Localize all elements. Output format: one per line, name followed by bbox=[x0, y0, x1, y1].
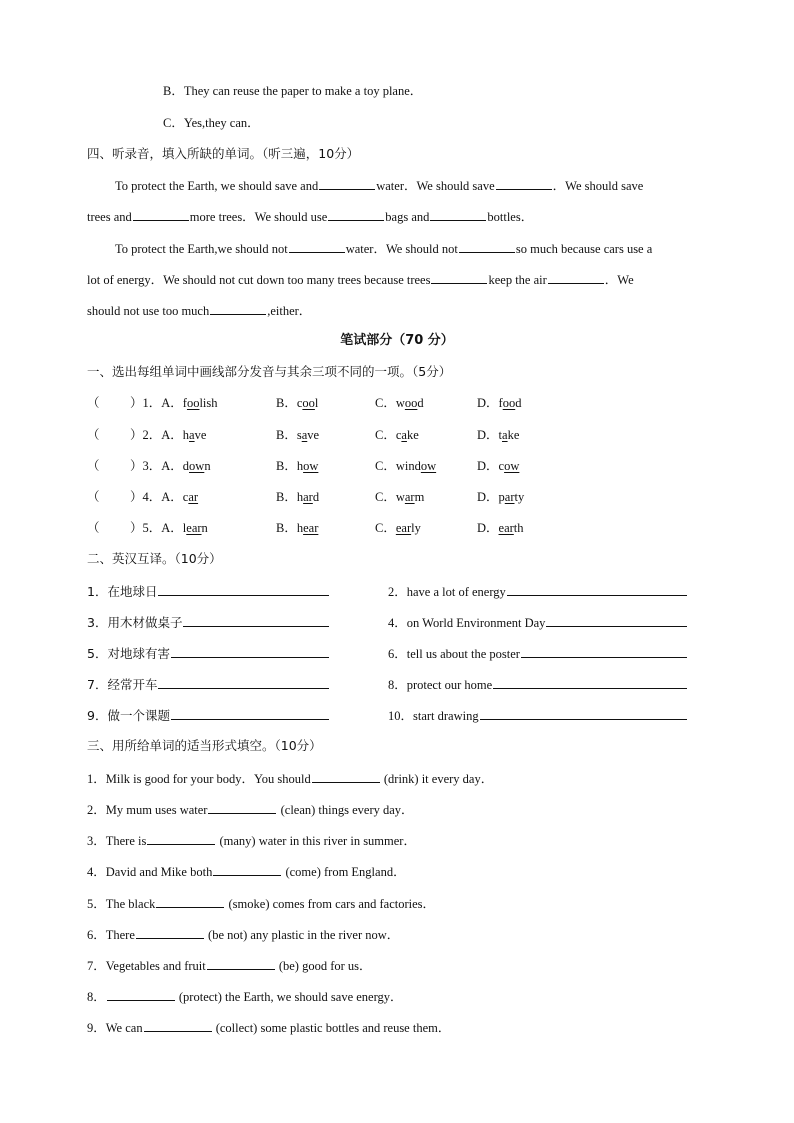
word-part: B．s bbox=[276, 428, 302, 442]
underlined-part: oo bbox=[302, 396, 315, 410]
word-part: l bbox=[314, 396, 319, 410]
translate-item bbox=[388, 676, 688, 693]
underlined-part: a bbox=[401, 428, 407, 442]
word-part: B．c bbox=[276, 396, 303, 410]
underlined-part: a bbox=[502, 428, 508, 442]
form-prompt: 4．David and Mike both bbox=[87, 865, 213, 879]
option-c: C．Yes,they can． bbox=[163, 116, 260, 130]
translate-item bbox=[388, 645, 688, 662]
form-hint: (clean) things every day． bbox=[277, 803, 414, 817]
text: more trees．We should use bbox=[189, 210, 328, 224]
option-b: B．They can reuse the paper to make a toy plane． bbox=[163, 84, 423, 98]
text: lot of energy．We should not cut down too many trees because trees bbox=[87, 273, 431, 287]
answer-blank[interactable] bbox=[156, 895, 224, 908]
translate-prompt: 1．在地球日 bbox=[87, 584, 158, 599]
word-part: B．h bbox=[276, 459, 304, 473]
item-number: ）4．A． bbox=[130, 490, 183, 504]
phonics-option[interactable] bbox=[130, 520, 208, 536]
answer-blank[interactable] bbox=[208, 801, 276, 814]
form-item bbox=[87, 801, 414, 818]
answer-blank[interactable] bbox=[521, 645, 687, 658]
translate-item bbox=[388, 583, 688, 600]
phonics-option[interactable] bbox=[477, 458, 519, 474]
phonics-option[interactable] bbox=[375, 489, 424, 505]
blank[interactable] bbox=[210, 302, 266, 315]
word-part: B．h bbox=[276, 490, 304, 504]
item-number: ）3．A． bbox=[130, 459, 183, 473]
answer-paren[interactable]: （ bbox=[87, 396, 100, 410]
word-part: D．c bbox=[477, 459, 505, 473]
word-part: ly bbox=[411, 521, 421, 535]
section4-p2-line2 bbox=[87, 271, 634, 288]
form-hint: (smoke) comes from cars and factories． bbox=[225, 897, 436, 911]
underlined-part: ear bbox=[498, 521, 514, 535]
answer-blank[interactable] bbox=[147, 832, 215, 845]
word-part: m bbox=[414, 490, 425, 504]
form-hint: (many) water in this river in summer． bbox=[216, 834, 416, 848]
text: To protect the Earth,we should not bbox=[115, 242, 288, 256]
form-prompt: 1．Milk is good for your body．You should bbox=[87, 772, 311, 786]
text: ．We bbox=[604, 273, 634, 287]
form-prompt: 7．Vegetables and fruit bbox=[87, 959, 206, 973]
form-hint: (be) good for us． bbox=[275, 959, 372, 973]
translate-item bbox=[388, 707, 688, 724]
underlined-part: ow bbox=[504, 459, 520, 473]
underlined-part: ow bbox=[303, 459, 319, 473]
blank[interactable] bbox=[430, 208, 486, 221]
phonics-heading: 一、选出每组单词中画线部分发音与其余三项不同的一项。（5分） bbox=[87, 364, 452, 379]
translate-prompt: 5．对地球有害 bbox=[87, 646, 170, 661]
text: bottles． bbox=[487, 210, 534, 224]
underlined-part: ow bbox=[189, 459, 205, 473]
word-part: ke bbox=[406, 428, 419, 442]
word-part: th bbox=[513, 521, 524, 535]
word-part: C． bbox=[375, 521, 396, 535]
form-item bbox=[87, 988, 403, 1005]
underlined-part: ar bbox=[504, 490, 515, 504]
word-part: l bbox=[182, 521, 187, 535]
answer-paren[interactable]: （ bbox=[87, 490, 100, 504]
text: trees and bbox=[87, 210, 132, 224]
translate-item bbox=[87, 583, 330, 600]
blank[interactable] bbox=[496, 177, 552, 190]
phonics-option[interactable] bbox=[276, 395, 318, 411]
text: water．We should not bbox=[345, 242, 458, 256]
translate-prompt: 2．have a lot of energy bbox=[388, 585, 506, 599]
translate-heading: 二、英汉互译。（10分） bbox=[87, 551, 222, 566]
form-hint: (be not) any plastic in the river now． bbox=[204, 928, 400, 942]
word-part: D．t bbox=[477, 428, 503, 442]
forms-heading: 三、用所给单词的适当形式填空。（10分） bbox=[87, 738, 322, 753]
translate-item bbox=[87, 645, 330, 662]
text: To protect the Earth, we should save and bbox=[115, 179, 319, 193]
phonics-option[interactable] bbox=[375, 427, 419, 443]
word-part: ke bbox=[507, 428, 520, 442]
blank[interactable] bbox=[548, 271, 604, 284]
word-part: ve bbox=[307, 428, 320, 442]
underlined-part: oo bbox=[502, 396, 516, 410]
form-hint: (protect) the Earth, we should save energy． bbox=[175, 990, 403, 1004]
phonics-option[interactable] bbox=[375, 458, 436, 474]
word-part: ty bbox=[514, 490, 525, 504]
blank[interactable] bbox=[459, 240, 515, 253]
word-part: d bbox=[515, 396, 522, 410]
answer-blank[interactable] bbox=[107, 988, 175, 1001]
answer-blank[interactable] bbox=[546, 614, 686, 627]
text: keep the air bbox=[488, 273, 547, 287]
word-part: n bbox=[201, 521, 208, 535]
underlined-part: ar bbox=[404, 490, 415, 504]
translate-prompt: 7．经常开车 bbox=[87, 677, 158, 692]
underlined-part: oo bbox=[404, 396, 418, 410]
form-item bbox=[87, 895, 435, 912]
word-part: d bbox=[312, 490, 320, 504]
translate-item bbox=[87, 614, 330, 631]
phonics-option[interactable] bbox=[130, 395, 218, 411]
underlined-part: a bbox=[189, 428, 195, 442]
phonics-option[interactable] bbox=[477, 427, 519, 443]
blank[interactable] bbox=[289, 240, 345, 253]
answer-blank[interactable] bbox=[158, 676, 329, 689]
phonics-option[interactable] bbox=[375, 520, 421, 536]
translate-item bbox=[87, 676, 330, 693]
translate-item bbox=[388, 614, 688, 631]
blank[interactable] bbox=[133, 208, 189, 221]
form-hint: (drink) it every day． bbox=[380, 772, 494, 786]
phonics-option[interactable] bbox=[130, 458, 211, 474]
text: ．We should save bbox=[552, 179, 644, 193]
answer-blank[interactable] bbox=[207, 957, 275, 970]
word-part: ve bbox=[194, 428, 207, 442]
item-number: ）5．A． bbox=[130, 521, 183, 535]
section4-p2-line1 bbox=[115, 240, 652, 257]
translate-prompt: 3．用木材做桌子 bbox=[87, 615, 183, 630]
item-number: ）2．A． bbox=[130, 428, 183, 442]
written-section-title: 笔试部分（70 分） bbox=[340, 333, 454, 348]
underlined-part: ear bbox=[186, 521, 202, 535]
form-item bbox=[87, 832, 416, 849]
word-part: f bbox=[182, 396, 187, 410]
answer-blank[interactable] bbox=[493, 676, 687, 689]
form-prompt: 3．There is bbox=[87, 834, 147, 848]
text: water．We should save bbox=[376, 179, 495, 193]
phonics-option[interactable] bbox=[375, 395, 424, 411]
translate-prompt: 4．on World Environment Day bbox=[388, 616, 546, 630]
word-part: n bbox=[204, 459, 211, 473]
form-hint: (come) from England． bbox=[282, 865, 406, 879]
form-prompt: 8． bbox=[87, 990, 106, 1004]
text: bags and bbox=[385, 210, 430, 224]
word-part: C．w bbox=[375, 490, 405, 504]
word-part: D．p bbox=[477, 490, 505, 504]
form-prompt: 2．My mum uses water bbox=[87, 803, 208, 817]
section4-p2-line3 bbox=[87, 302, 311, 319]
text: ,either． bbox=[267, 304, 312, 318]
form-item bbox=[87, 863, 406, 880]
translate-item bbox=[87, 707, 330, 724]
answer-blank[interactable] bbox=[480, 707, 687, 720]
underlined-part: oo bbox=[186, 396, 200, 410]
phonics-option[interactable] bbox=[276, 489, 319, 505]
text: should not use too much bbox=[87, 304, 210, 318]
form-item bbox=[87, 926, 399, 943]
word-part: B．h bbox=[276, 521, 304, 535]
underlined-part: ar bbox=[188, 490, 199, 504]
word-part: D． bbox=[477, 521, 499, 535]
phonics-option[interactable] bbox=[477, 489, 524, 505]
answer-blank[interactable] bbox=[171, 645, 329, 658]
answer-blank[interactable] bbox=[312, 770, 380, 783]
phonics-option[interactable] bbox=[276, 458, 318, 474]
translate-prompt: 10．start drawing bbox=[388, 709, 479, 723]
phonics-option[interactable] bbox=[130, 427, 206, 443]
answer-paren[interactable]: （ bbox=[87, 428, 100, 442]
blank[interactable] bbox=[319, 177, 375, 190]
form-item bbox=[87, 1019, 450, 1036]
word-part: h bbox=[182, 428, 190, 442]
phonics-option[interactable] bbox=[477, 520, 524, 536]
underlined-part: a bbox=[301, 428, 308, 442]
answer-blank[interactable] bbox=[158, 583, 329, 596]
translate-prompt: 8．protect our home bbox=[388, 678, 493, 692]
answer-blank[interactable] bbox=[171, 707, 329, 720]
answer-paren[interactable]: （ bbox=[87, 459, 100, 473]
phonics-option[interactable] bbox=[276, 520, 318, 536]
answer-blank[interactable] bbox=[183, 614, 329, 627]
form-hint: (collect) some plastic bottles and reuse them． bbox=[212, 1021, 451, 1035]
underlined-part: ear bbox=[303, 521, 319, 535]
word-part: D．f bbox=[477, 396, 503, 410]
answer-paren[interactable]: （ bbox=[87, 521, 100, 535]
item-number: ）1．A． bbox=[130, 396, 183, 410]
form-item bbox=[87, 957, 372, 974]
answer-blank[interactable] bbox=[213, 863, 281, 876]
underlined-part: ar bbox=[303, 490, 313, 504]
word-part: C．w bbox=[375, 396, 405, 410]
answer-blank[interactable] bbox=[507, 583, 687, 596]
phonics-option[interactable] bbox=[477, 395, 521, 411]
blank[interactable] bbox=[431, 271, 487, 284]
word-part: c bbox=[182, 490, 189, 504]
form-prompt: 6．There bbox=[87, 928, 135, 942]
word-part: lish bbox=[199, 396, 218, 410]
word-part: C．wind bbox=[375, 459, 421, 473]
form-prompt: 5．The black bbox=[87, 897, 156, 911]
word-part: C．c bbox=[375, 428, 402, 442]
form-prompt: 9．We can bbox=[87, 1021, 143, 1035]
section4-heading: 四、听录音，填入所缺的单词。（听三遍，10分） bbox=[87, 146, 360, 161]
phonics-option[interactable] bbox=[276, 427, 319, 443]
answer-blank[interactable] bbox=[144, 1019, 212, 1032]
answer-blank[interactable] bbox=[136, 926, 204, 939]
underlined-part: ow bbox=[420, 459, 437, 473]
text: so much because cars use a bbox=[515, 242, 653, 256]
section4-p1-line2 bbox=[87, 208, 533, 225]
translate-prompt: 9．做一个课题 bbox=[87, 708, 170, 723]
blank[interactable] bbox=[328, 208, 384, 221]
translate-prompt: 6．tell us about the poster bbox=[388, 647, 520, 661]
word-part: d bbox=[417, 396, 424, 410]
underlined-part: ear bbox=[395, 521, 412, 535]
form-item bbox=[87, 770, 493, 787]
word-part: d bbox=[182, 459, 190, 473]
phonics-option[interactable] bbox=[130, 489, 198, 505]
section4-p1-line1 bbox=[115, 177, 643, 194]
